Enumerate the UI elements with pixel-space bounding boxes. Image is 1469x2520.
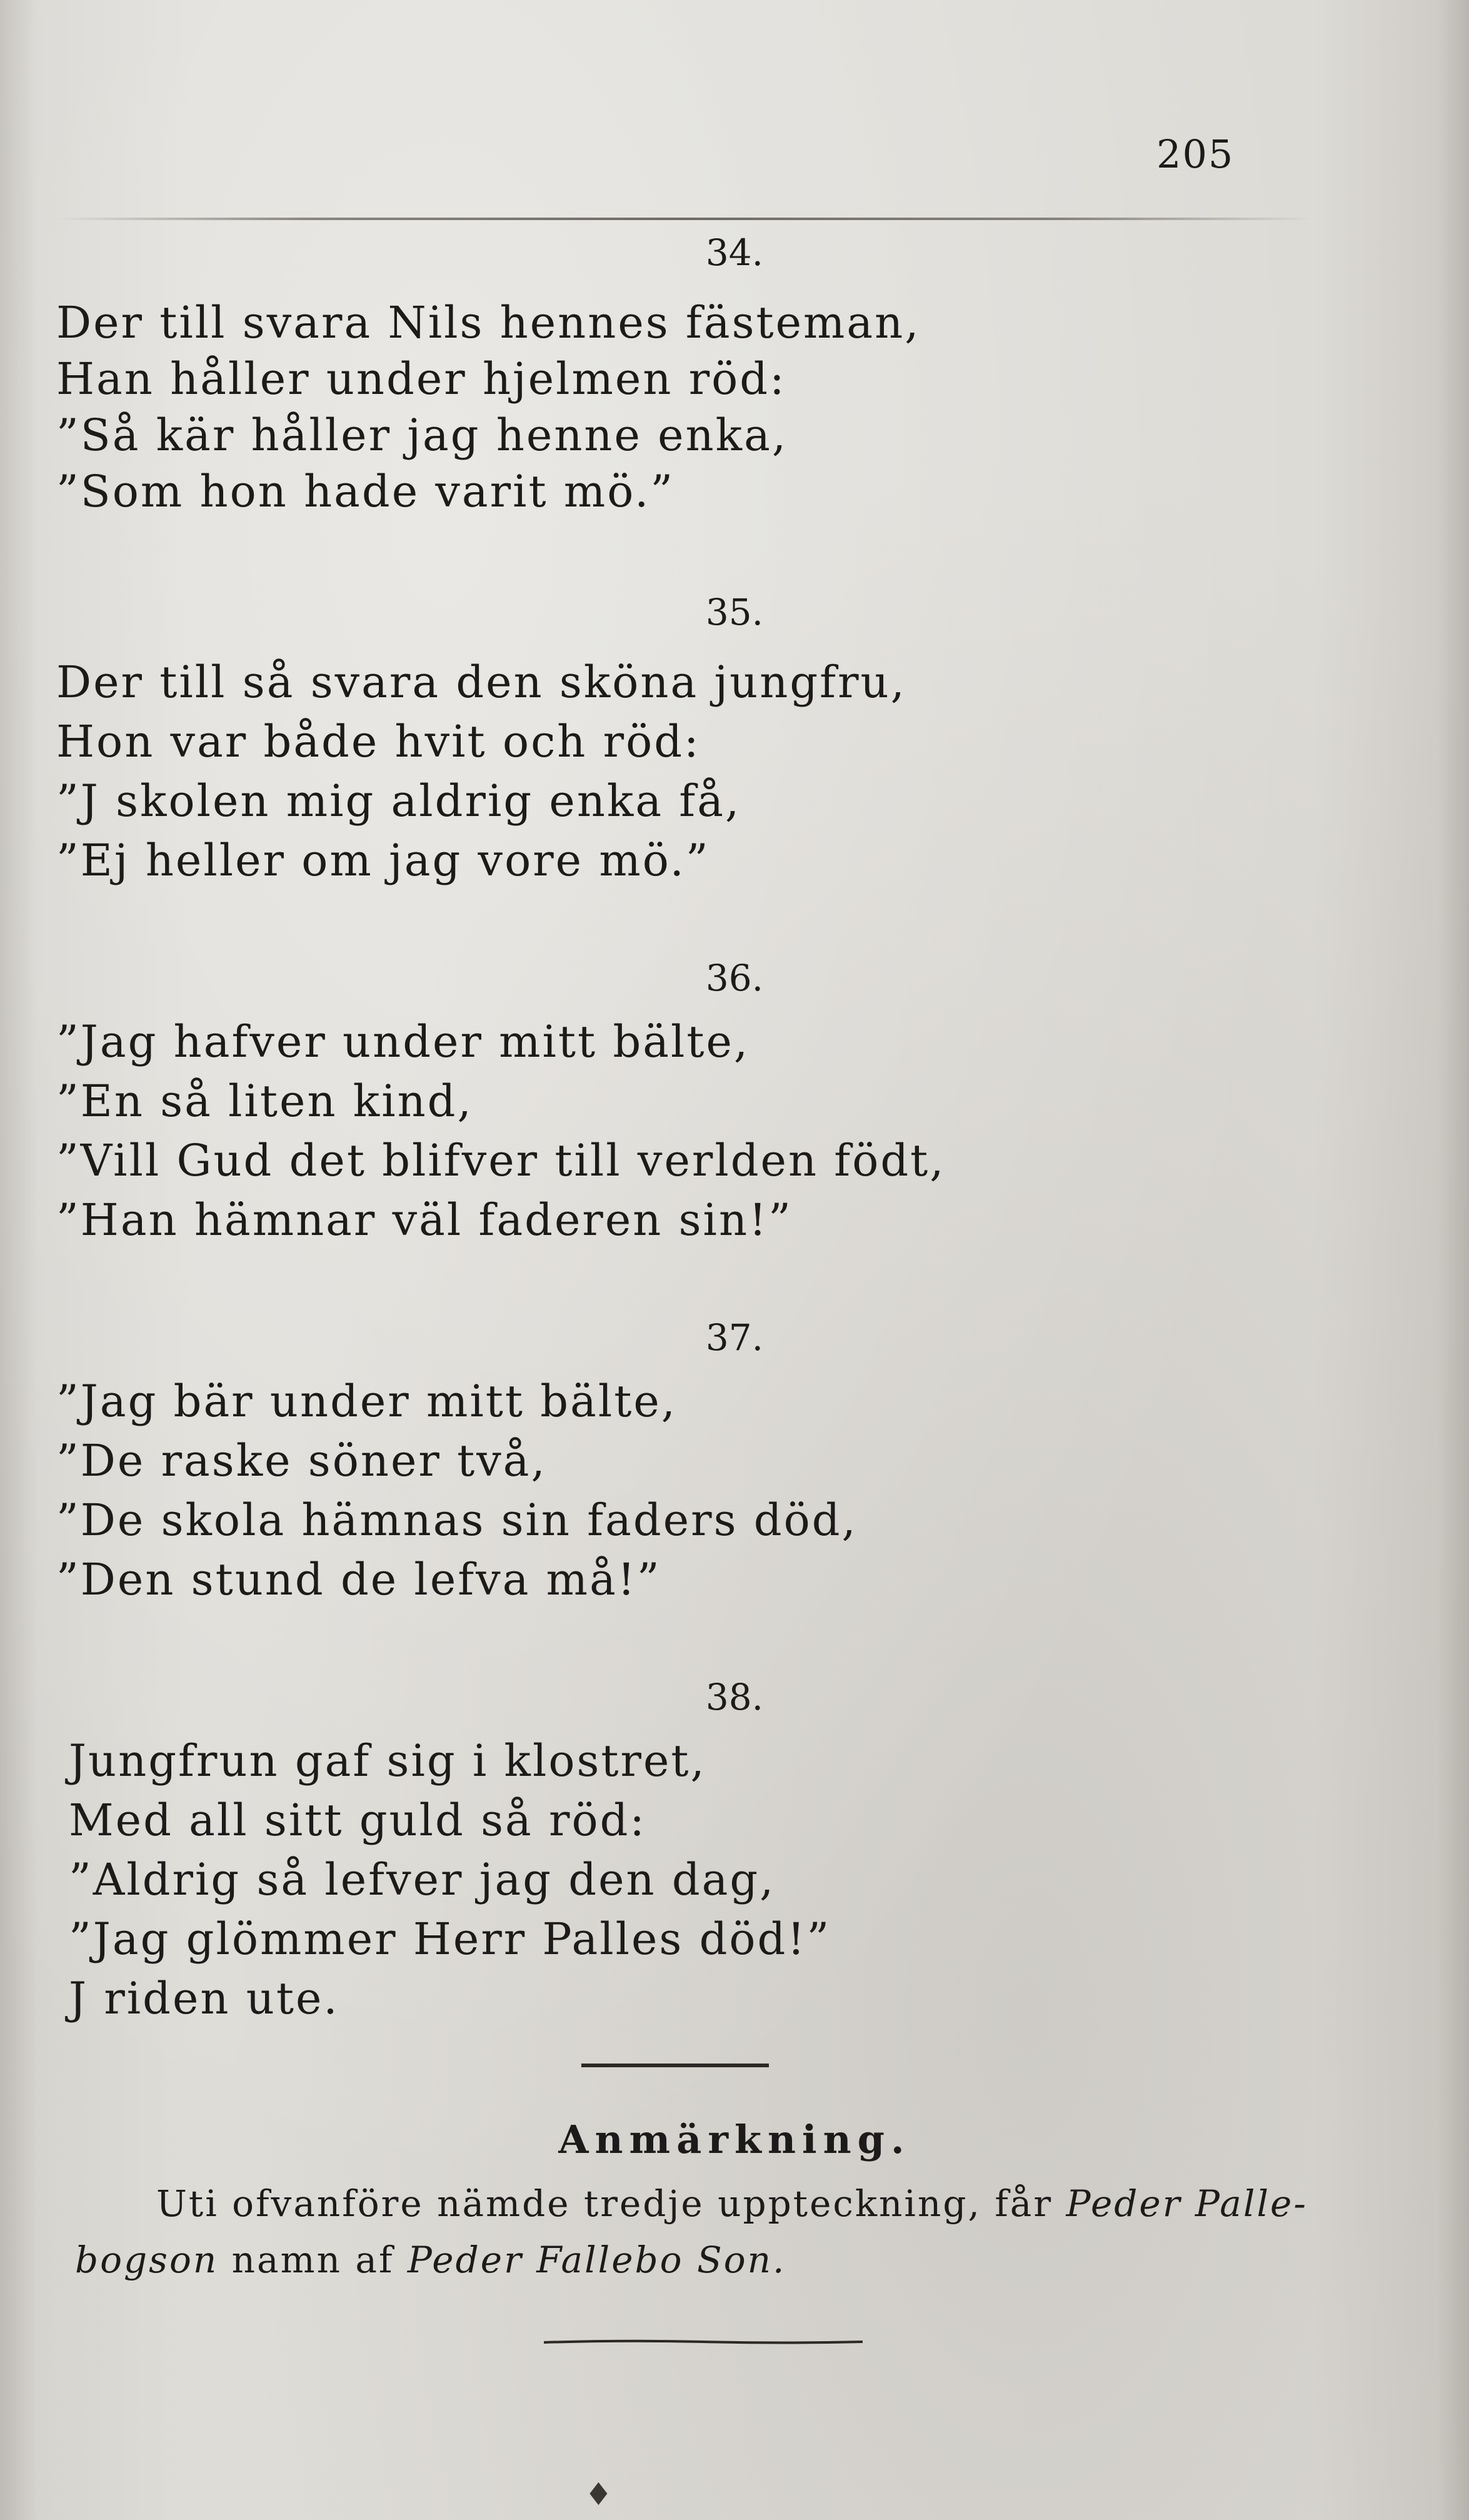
verse-34-line-1: Der till svara Nils hennes fästeman, xyxy=(56,297,921,348)
verse-38-line-4: ”Jag glömmer Herr Palles död!” xyxy=(69,1913,831,1965)
verse-34-line-4: ”Som hon hade varit mö.” xyxy=(56,466,675,517)
verse-38-line-1: Jungfrun gaf sig i klostret, xyxy=(69,1735,706,1787)
verse-38-line-2: Med all sitt guld så röd: xyxy=(69,1795,646,1846)
verse-36-line-4: ”Han hämnar väl faderen sin!” xyxy=(56,1194,793,1246)
verse-37-line-1: ”Jag bär under mitt bälte, xyxy=(56,1376,678,1427)
ink-smudge: ♦ xyxy=(584,2476,613,2512)
note-name-peder-fallebo: Peder Fallebo Son. xyxy=(407,2239,786,2281)
verse-37-line-2: ”De raske söner två, xyxy=(56,1435,547,1486)
verse-34-line-2: Han håller under hjelmen röd: xyxy=(56,353,786,405)
verse-number-35: 35. xyxy=(705,591,764,633)
verse-37-line-3: ”De skola hämnas sin faders död, xyxy=(56,1494,858,1546)
header-rule xyxy=(56,218,1313,220)
verse-35-line-2: Hon var både hvit och röd: xyxy=(56,716,701,767)
note-name-peder-palle: Peder Palle- xyxy=(1066,2182,1308,2225)
verse-37-line-4: ”Den stund de lefva må!” xyxy=(56,1554,661,1605)
verse-36-line-2: ”En så liten kind, xyxy=(56,1076,473,1127)
page-number: 205 xyxy=(1156,131,1235,177)
verse-35-line-1: Der till så svara den sköna jungfru, xyxy=(56,657,906,708)
note-line-2 xyxy=(75,2239,786,2281)
verse-number-34: 34. xyxy=(705,231,764,274)
verse-38-line-3: ”Aldrig så lefver jag den dag, xyxy=(69,1854,776,1905)
verse-34-line-3: ”Så kär håller jag henne enka, xyxy=(56,410,788,461)
section-divider xyxy=(581,2064,769,2067)
verse-35-line-4: ”Ej heller om jag vore mö.” xyxy=(56,835,710,886)
note-title: Anmärkning. xyxy=(558,2117,911,2162)
verse-36-line-1: ”Jag hafver under mitt bälte, xyxy=(56,1016,750,1067)
verse-36-line-3: ”Vill Gud det blifver till verlden födt, xyxy=(56,1135,946,1186)
note-line-1-text: Uti ofvanföre nämde tredje uppteckning, får xyxy=(156,2182,1066,2225)
note-name-bogson: bogson xyxy=(75,2239,219,2281)
verse-38-line-5: J riden ute. xyxy=(69,1973,339,2024)
verse-number-36: 36. xyxy=(705,957,764,999)
verse-number-38: 38. xyxy=(705,1676,764,1718)
note-line-2-text: namn af xyxy=(218,2239,408,2281)
verse-number-37: 37. xyxy=(705,1316,764,1359)
note-line-1 xyxy=(156,2182,1308,2225)
end-ornament-rule xyxy=(544,2339,863,2345)
verse-35-line-3: ”J skolen mig aldrig enka få, xyxy=(56,775,741,827)
